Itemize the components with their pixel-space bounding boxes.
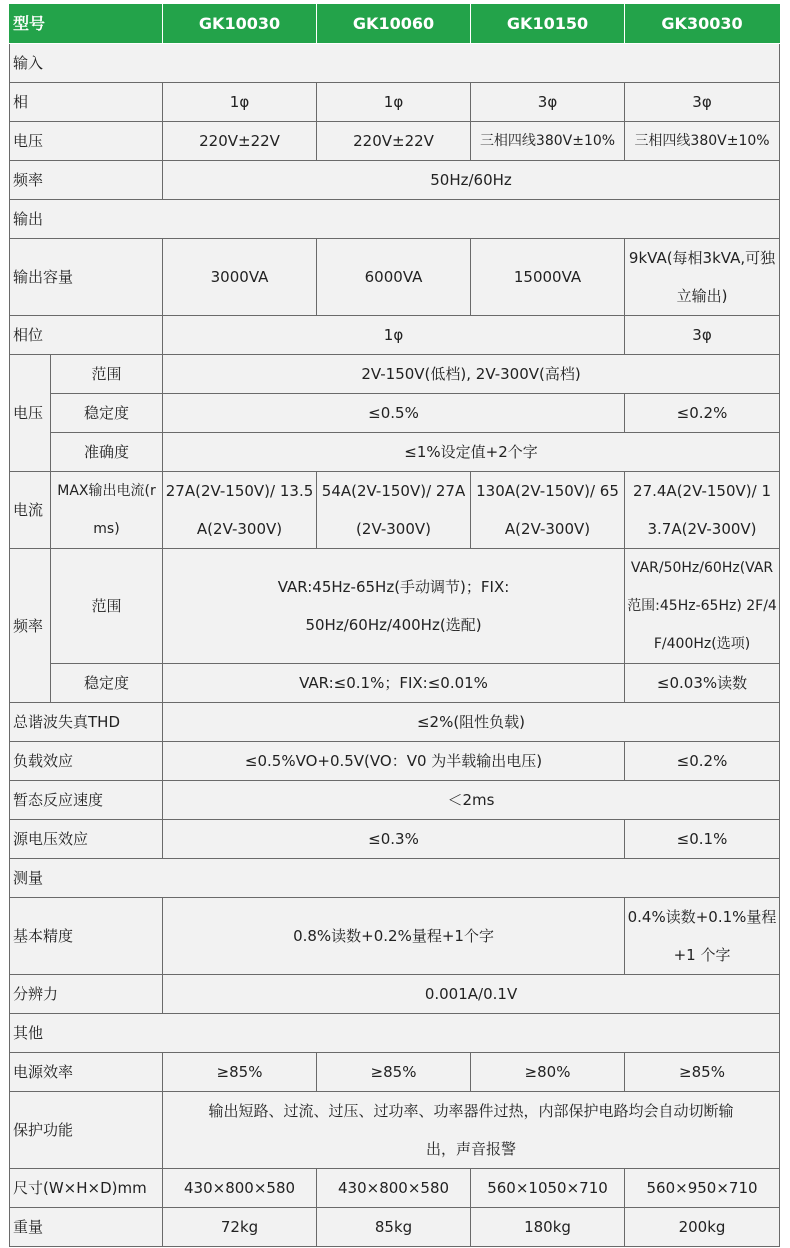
output-phase-label: 相位 [10,316,163,355]
input-voltage-row [10,122,780,161]
other-weight-label: 重量 [10,1208,163,1247]
section-output-row [10,200,780,239]
other-size-4: 560×950×710 [625,1169,780,1208]
output-voltage-stability-1to3: ≤0.5% [163,394,625,433]
output-current-4: 27.4A(2V-150V)/ 13.7A(2V-300V) [625,472,780,549]
other-weight-1: 72kg [163,1208,317,1247]
output-voltage-stability-label: 稳定度 [51,394,163,433]
other-size-label: 尺寸(W×H×D)mm [10,1169,163,1208]
output-current-1: 27A(2V-150V)/ 13.5A(2V-300V) [163,472,317,549]
output-voltage-range-label: 范围 [51,355,163,394]
other-protection-value: 输出短路、过流、过压、过功率、功率器件过热，内部保护电路均会自动切断输出，声音报警 [163,1092,780,1169]
model-1: GK10030 [163,5,317,44]
other-size-3: 560×1050×710 [471,1169,625,1208]
output-frequency-range-label: 范围 [51,549,163,664]
output-source-effect-row [10,820,780,859]
other-efficiency-4: ≥85% [625,1053,780,1092]
output-capacity-2: 6000VA [317,239,471,316]
output-capacity-1: 3000VA [163,239,317,316]
output-current-3: 130A(2V-150V)/ 65A(2V-300V) [471,472,625,549]
output-thd-label: 总谐波失真THD [10,703,163,742]
output-thd-value: ≤2%(阻性负载) [163,703,780,742]
input-voltage-label: 电压 [10,122,163,161]
other-efficiency-3: ≥80% [471,1053,625,1092]
output-frequency-label: 频率 [10,549,51,703]
output-source-effect-label: 源电压效应 [10,820,163,859]
measure-resolution-label: 分辨力 [10,975,163,1014]
other-weight-4: 200kg [625,1208,780,1247]
output-phase-1to3: 1φ [163,316,625,355]
other-efficiency-2: ≥85% [317,1053,471,1092]
header-row [10,5,780,44]
output-voltage-range-row [10,355,780,394]
output-current-max-label: MAX输出电流(rms) [51,472,163,549]
section-output: 输出 [10,200,780,239]
other-size-1: 430×800×580 [163,1169,317,1208]
output-voltage-stability-4: ≤0.2% [625,394,780,433]
other-protection-label: 保护功能 [10,1092,163,1169]
input-phase-3: 3φ [471,83,625,122]
output-frequency-range-row [10,549,780,664]
output-voltage-range-value: 2V-150V(低档), 2V-300V(高档) [163,355,780,394]
other-efficiency-1: ≥85% [163,1053,317,1092]
input-phase-2: 1φ [317,83,471,122]
measure-resolution-value: 0.001A/0.1V [163,975,780,1014]
model-label: 型号 [10,5,163,44]
model-3: GK10150 [471,5,625,44]
output-phase-row [10,316,780,355]
output-current-row [10,472,780,549]
input-frequency-label: 频率 [10,161,163,200]
measure-accuracy-1to3: 0.8%读数+0.2%量程+1个字 [163,898,625,975]
output-capacity-label: 输出容量 [10,239,163,316]
output-capacity-4: 9kVA(每相3kVA,可独立输出) [625,239,780,316]
output-frequency-stability-4: ≤0.03%读数 [625,664,780,703]
model-4: GK30030 [625,5,780,44]
output-current-label: 电流 [10,472,51,549]
input-frequency-row [10,161,780,200]
output-frequency-stability-1to3: VAR:≤0.1%；FIX:≤0.01% [163,664,625,703]
output-voltage-accuracy-value: ≤1%设定值+2个字 [163,433,780,472]
output-thd-row [10,703,780,742]
input-voltage-2: 220V±22V [317,122,471,161]
other-size-2: 430×800×580 [317,1169,471,1208]
model-2: GK10060 [317,5,471,44]
input-voltage-1: 220V±22V [163,122,317,161]
other-weight-row [10,1208,780,1247]
section-measure: 测量 [10,859,780,898]
section-input-row [10,44,780,83]
section-other-row [10,1014,780,1053]
input-phase-4: 3φ [625,83,780,122]
measure-accuracy-row [10,898,780,975]
section-input: 输入 [10,44,780,83]
output-capacity-row [10,239,780,316]
measure-resolution-row [10,975,780,1014]
output-frequency-range-1to3: VAR:45Hz-65Hz(手动调节)；FIX:50Hz/60Hz/400Hz(选配) [163,549,625,664]
output-voltage-label: 电压 [10,355,51,472]
input-frequency-value: 50Hz/60Hz [163,161,780,200]
output-transient-value: ＜2ms [163,781,780,820]
other-size-row [10,1169,780,1208]
input-voltage-3: 三相四线380V±10% [471,122,625,161]
section-other: 其他 [10,1014,780,1053]
output-current-2: 54A(2V-150V)/ 27A(2V-300V) [317,472,471,549]
output-voltage-accuracy-row [10,433,780,472]
output-source-effect-4: ≤0.1% [625,820,780,859]
output-voltage-stability-row [10,394,780,433]
other-weight-2: 85kg [317,1208,471,1247]
input-phase-label: 相 [10,83,163,122]
other-weight-3: 180kg [471,1208,625,1247]
output-frequency-range-4: VAR/50Hz/60Hz(VAR范围:45Hz-65Hz) 2F/4F/400Hz(选项) [625,549,780,664]
output-load-effect-4: ≤0.2% [625,742,780,781]
output-load-effect-label: 负载效应 [10,742,163,781]
output-load-effect-1to3: ≤0.5%VO+0.5V(VO：V0 为半载输出电压) [163,742,625,781]
output-phase-4: 3φ [625,316,780,355]
output-transient-label: 暂态反应速度 [10,781,163,820]
output-frequency-stability-row [10,664,780,703]
section-measure-row [10,859,780,898]
spec-table [9,4,780,1247]
output-frequency-stability-label: 稳定度 [51,664,163,703]
input-phase-row [10,83,780,122]
output-capacity-3: 15000VA [471,239,625,316]
output-load-effect-row [10,742,780,781]
other-efficiency-label: 电源效率 [10,1053,163,1092]
other-protection-row [10,1092,780,1169]
other-efficiency-row [10,1053,780,1092]
output-transient-row [10,781,780,820]
measure-accuracy-label: 基本精度 [10,898,163,975]
measure-accuracy-4: 0.4%读数+0.1%量程+1 个字 [625,898,780,975]
input-phase-1: 1φ [163,83,317,122]
input-voltage-4: 三相四线380V±10% [625,122,780,161]
output-source-effect-1to3: ≤0.3% [163,820,625,859]
output-voltage-accuracy-label: 准确度 [51,433,163,472]
